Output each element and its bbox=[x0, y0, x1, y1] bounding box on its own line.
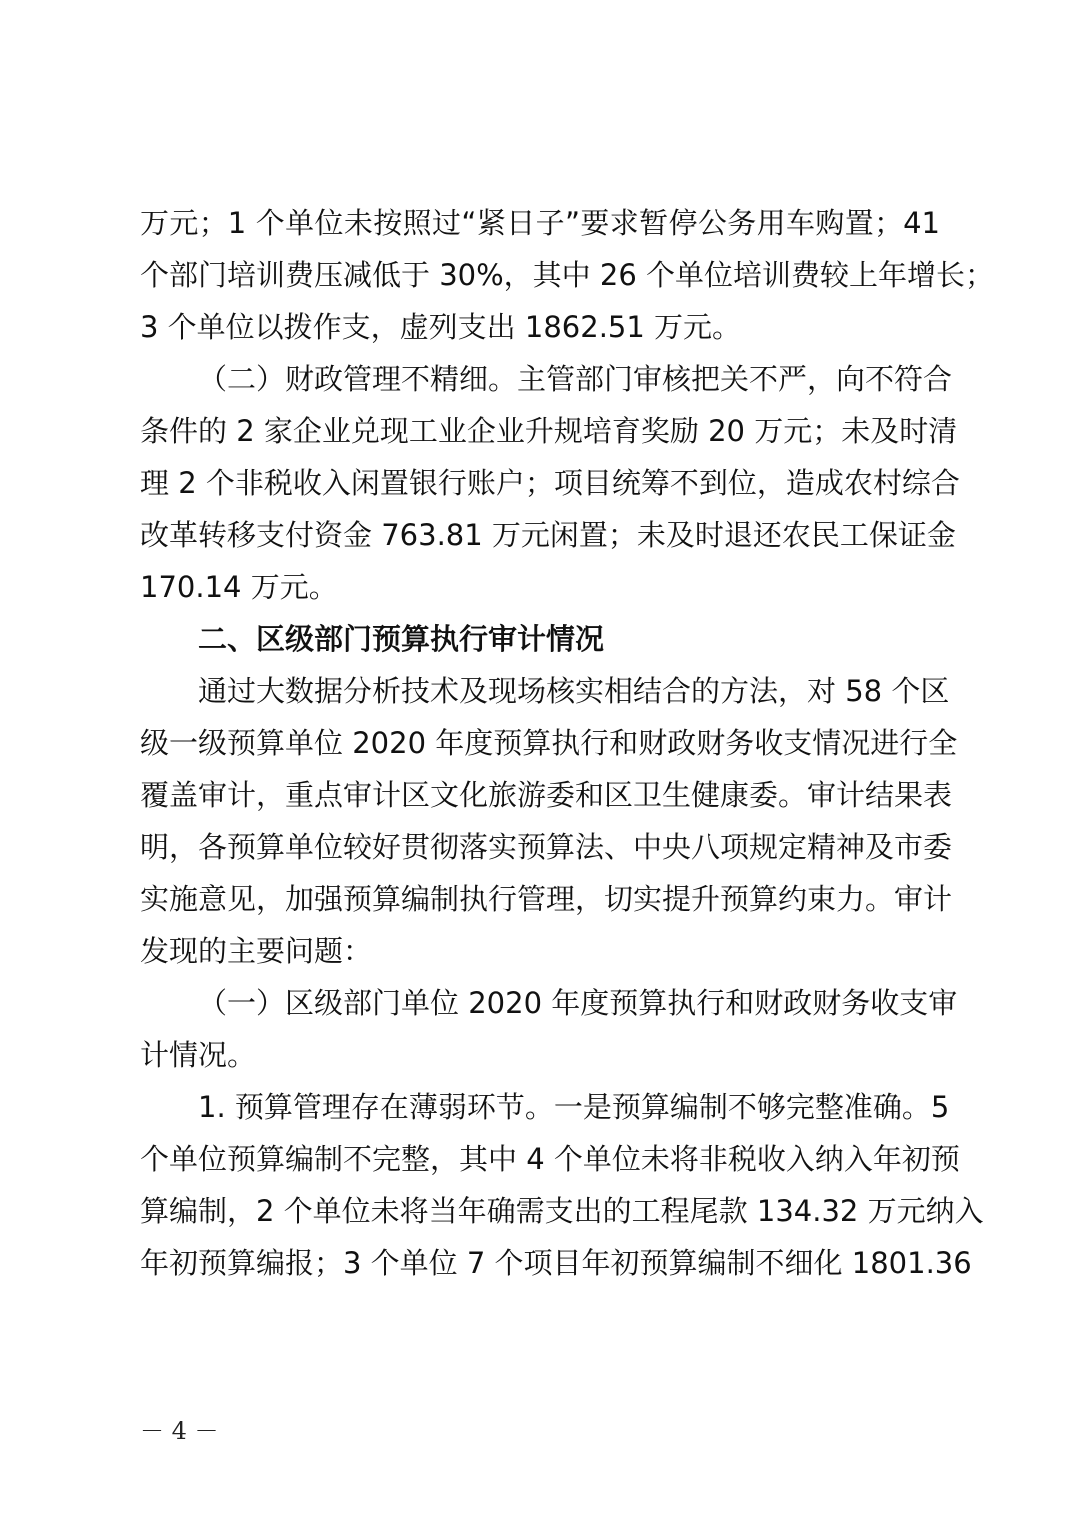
text-line: 年初预算编报；3 个单位 7 个项目年初预算编制不细化 1801.36 bbox=[140, 1246, 972, 1280]
page-number: － 4 － bbox=[140, 1417, 219, 1445]
text-line: 覆盖审计，重点审计区文化旅游委和区卫生健康委。审计结果表 bbox=[140, 778, 953, 812]
text-line: 个部门培训费压减低于 30%，其中 26 个单位培训费较上年增长； bbox=[140, 258, 995, 292]
text-line: 改革转移支付资金 763.81 万元闲置；未及时退还农民工保证金 bbox=[140, 518, 956, 552]
text-line: 明，各预算单位较好贯彻落实预算法、中央八项规定精神及市委 bbox=[140, 830, 953, 864]
text-line: 实施意见，加强预算编制执行管理，切实提升预算约束力。审计 bbox=[140, 882, 953, 916]
text-line: 发现的主要问题： bbox=[140, 934, 373, 968]
text-line: （一）区级部门单位 2020 年度预算执行和财政财务收支审 bbox=[198, 986, 958, 1020]
text-line: 条件的 2 家企业兑现工业企业升规培育奖励 20 万元；未及时清 bbox=[140, 414, 958, 448]
text-line: 170.14 万元。 bbox=[140, 570, 338, 604]
text-line: 算编制，2 个单位未将当年确需支出的工程尾款 134.32 万元纳入 bbox=[140, 1194, 984, 1228]
text-line: 个单位预算编制不完整，其中 4 个单位未将非税收入纳入年初预 bbox=[140, 1142, 960, 1176]
text-line: 计情况。 bbox=[140, 1038, 257, 1072]
text-line: 理 2 个非税收入闲置银行账户；项目统筹不到位，造成农村综合 bbox=[140, 466, 960, 500]
text-line: 通过大数据分析技术及现场核实相结合的方法，对 58 个区 bbox=[198, 674, 950, 708]
text-line: 3 个单位以拨作支，虚列支出 1862.51 万元。 bbox=[140, 310, 742, 344]
section-heading: 二、区级部门预算执行审计情况 bbox=[198, 622, 605, 656]
text-line: 级一级预算单位 2020 年度预算执行和财政财务收支情况进行全 bbox=[140, 726, 958, 760]
text-line: 1. 预算管理存在薄弱环节。一是预算编制不够完整准确。5 bbox=[198, 1090, 950, 1124]
text-line: 万元；1 个单位未按照过“紧日子”要求暂停公务用车购置；41 bbox=[140, 206, 940, 240]
text-line: （二）财政管理不精细。主管部门审核把关不严，向不符合 bbox=[198, 362, 953, 396]
